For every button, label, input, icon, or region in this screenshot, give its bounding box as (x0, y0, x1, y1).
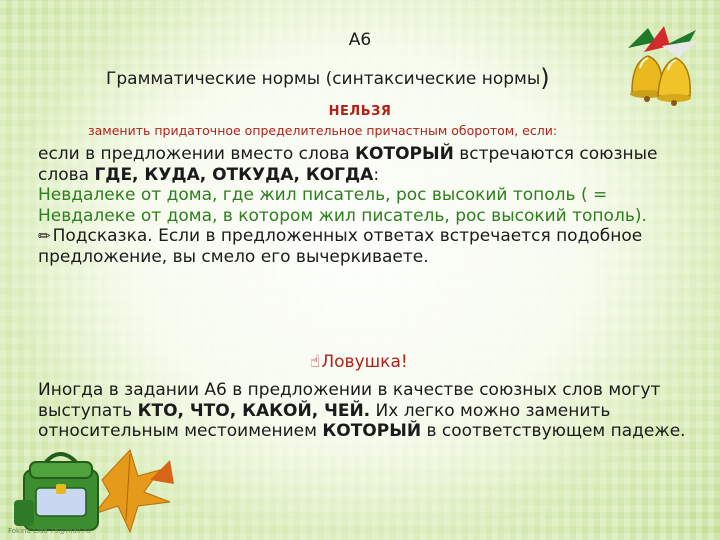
keywords-kto: КТО, ЧТО, КАКОЙ, ЧЕЙ. (137, 400, 371, 421)
paragraph-example: Невдалеке от дома, где жил писатель, рос высокий тополь ( = Невдалеке от дома, в котором жил писатель, рос высокий тополь). (38, 185, 647, 226)
trap-paragraph (38, 380, 688, 442)
text-span: : (373, 164, 380, 185)
subtitle-paren: ) (540, 64, 550, 92)
footer-credit: Fokina Lida 75@mail.ru (8, 527, 91, 535)
slide-subtitle (106, 64, 550, 92)
nelzya-heading: НЕЛЬЗЯ (328, 104, 392, 119)
subtitle-text: Грамматические нормы (синтаксические нормы (106, 69, 541, 89)
trap-text: Ловушка! (321, 352, 408, 372)
hint-text: Подсказка. Если в предложенных ответах встречается подобное предложение, вы смело его вычеркиваете. (38, 226, 643, 267)
text-span: если в предложении вместо слова (38, 144, 356, 164)
school-bag-icon (10, 440, 180, 535)
text-span: Их легко можно заменить относительным местоимением (38, 400, 611, 441)
pencil-icon: ✏ (38, 227, 51, 245)
main-text (38, 144, 678, 267)
paragraph-condition (38, 144, 678, 185)
keyword-kotoryi: КОТОРЫЙ (355, 144, 454, 164)
keyword-kotoryi-2: КОТОРЫЙ (322, 421, 422, 441)
trap-heading (310, 352, 408, 372)
text-span: встречаются союзные слова (38, 144, 658, 185)
slide-title: А6 (348, 30, 372, 50)
trap-icon: ☝ (310, 352, 321, 372)
keywords-gde: ГДЕ, КУДА, ОТКУДА, КОГДА (94, 164, 374, 185)
paragraph-hint (38, 226, 678, 267)
text-span: в соответствующем падеже. (421, 421, 686, 441)
rule-text: заменить придаточное определительное причастным оборотом, если: (88, 123, 558, 138)
text-span: Иногда в задании А6 в предложении в качестве союзных слов могут выступать (38, 380, 661, 421)
